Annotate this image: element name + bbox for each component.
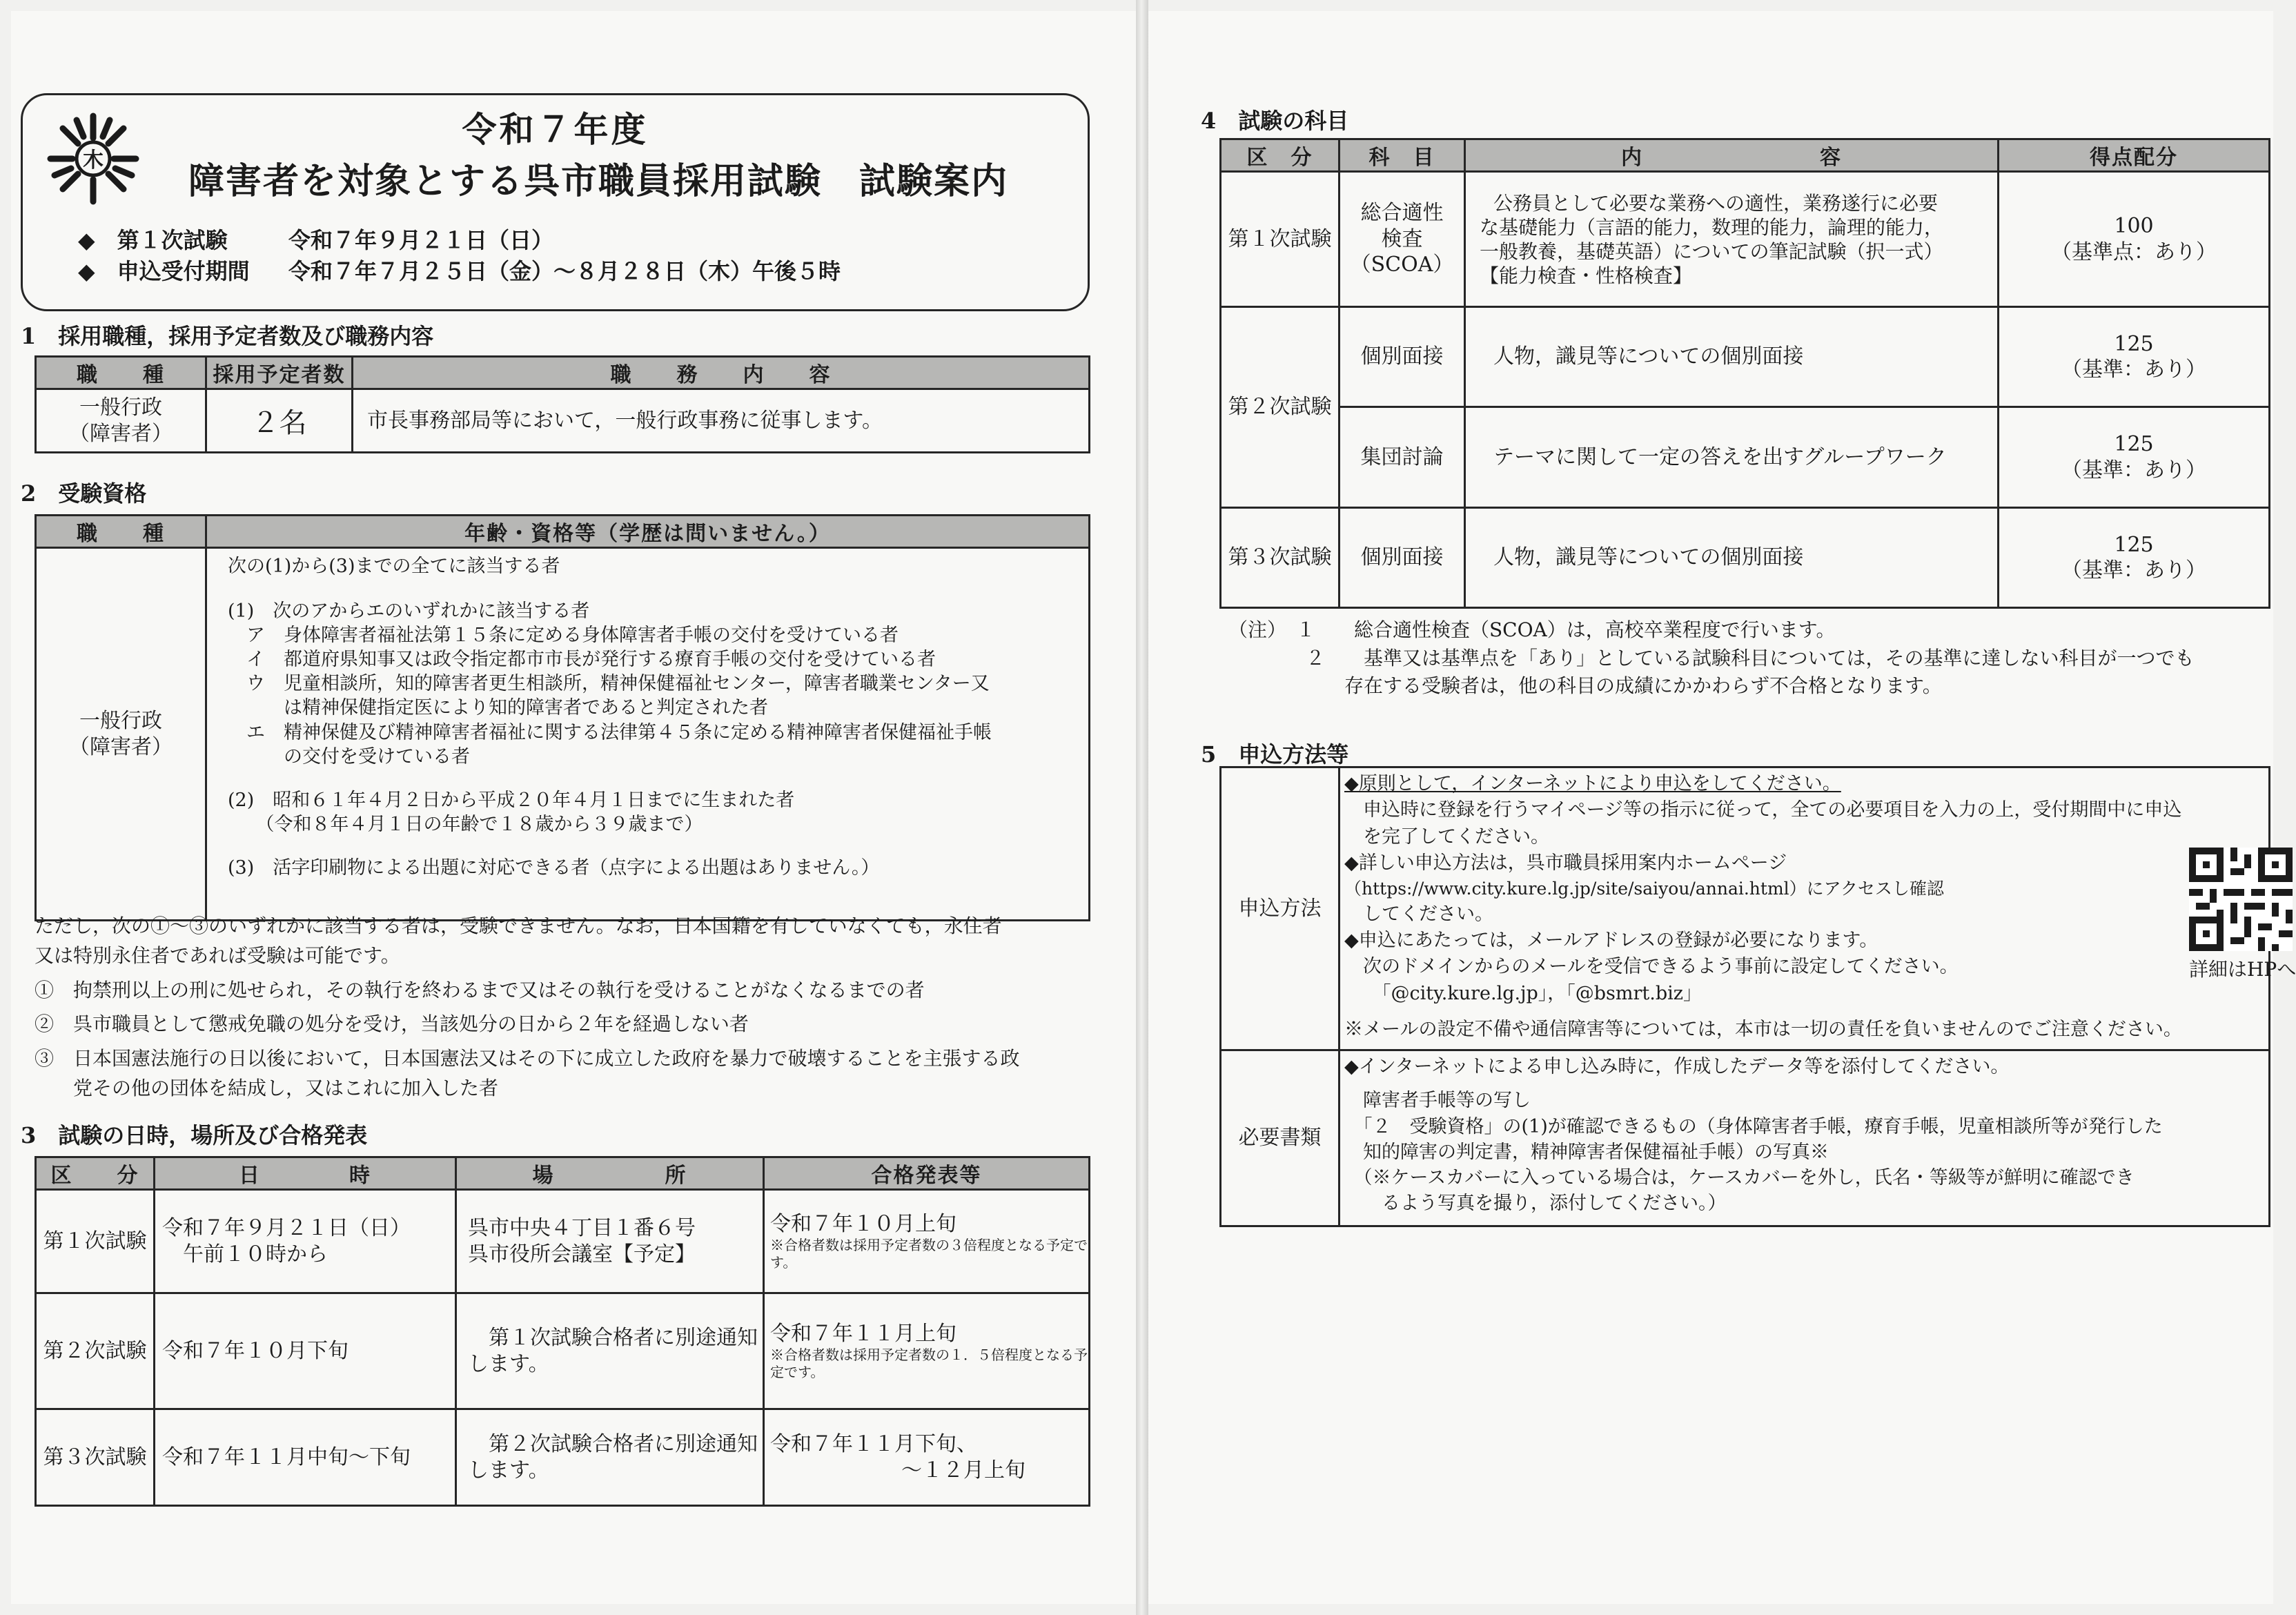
qr-code-icon[interactable] (2189, 848, 2293, 951)
col-subject: 科 目 (1340, 139, 1465, 172)
subject-content: 人物，識見等についての個別面接 (1465, 508, 1999, 608)
req-line: (2) 昭和６１年４月２日から平成２０年４月１日までに生まれた者 (228, 789, 795, 811)
year-title: 令和７年度 (462, 109, 649, 150)
exam-datetime (155, 1409, 456, 1506)
subjects-notes (1228, 616, 2270, 701)
docs-line: 知的障害の判定書，精神障害者保健福祉手帳）の写真※ (1344, 1141, 1829, 1163)
score-value: 125 (2114, 432, 2154, 456)
docs-line: 障害者手帳等の写し (1344, 1090, 1531, 1112)
domain-line: 「@city.kure.lg.jp」，「@bsmrt.biz」 (1344, 982, 1702, 1004)
place-line2: します。 (468, 1351, 549, 1376)
place-line: 呉市中央４丁目１番６号 (468, 1216, 696, 1240)
requirements-cell (206, 548, 1090, 921)
score-value: 125 (2114, 532, 2154, 557)
subject-row (1221, 307, 2270, 407)
req-line: （令和８年４月１日の年齢で１８歳から３９歳まで） (228, 813, 703, 835)
method-line: ◆申込にあたっては，メールアドレスの登録が必要になります。 (1344, 930, 1878, 952)
date-line: 令和７年９月２１日（日） (162, 1216, 411, 1240)
score-value: 100 (2114, 214, 2154, 238)
subject-row (1221, 508, 2270, 608)
col-count: 採用予定者数 (206, 357, 353, 389)
subject-content: 人物，識見等についての個別面接 (1465, 307, 1999, 407)
date-line: 令和７年１１月中旬～下旬 (162, 1445, 411, 1469)
subject-row (1221, 407, 2270, 508)
date-line: 令和７年１０月下旬 (162, 1338, 349, 1363)
subject-stage: 第３次試験 (1221, 508, 1340, 608)
col-place: 場 所 (456, 1157, 764, 1190)
application-period-value: 令和７年７月２５日（金）～８月２８日（木）午後５時 (288, 258, 841, 284)
subject-line: （SCOA） (1350, 253, 1454, 277)
place-line: 第２次試験合格者に別途通知 (468, 1432, 758, 1456)
subject-name: 個別面接 (1340, 307, 1465, 407)
score-base: （基準：あり） (2061, 358, 2206, 382)
col-stage: 区 分 (1221, 139, 1340, 172)
subject-line: 総合適性 (1360, 201, 1444, 226)
page-fold (1136, 0, 1148, 1615)
col-requirements: 年齢・資格等（学歴は問いません。） (206, 516, 1090, 548)
job-sub: （障害者） (69, 421, 173, 446)
svg-text:木: 木 (83, 148, 104, 173)
method-line: ◆詳しい申込方法は，呉市職員採用案内ホームページ (1344, 852, 1787, 874)
schedule-row (36, 1190, 1090, 1293)
col-datetime: 日 時 (155, 1157, 456, 1190)
first-exam-date: 令和７年９月２１日（日） (288, 227, 554, 253)
method-label: 申込方法 (1221, 767, 1340, 1050)
job-name: 一般行政 (79, 395, 162, 420)
note-line: ③ 日本国憲法施行の日以後において，日本国憲法又はその下に成立した政府を暴力で破壊することを主張する政 (35, 1046, 1020, 1070)
col-content: 内 容 (1465, 139, 1999, 172)
section1-heading: 1 採用職種，採用予定者数及び職務内容 (21, 323, 434, 349)
place-line2: 呉市役所会議室【予定】 (468, 1242, 696, 1266)
score-base: （基準：あり） (2061, 558, 2206, 583)
col-result: 合格発表等 (764, 1157, 1090, 1190)
result-date: 令和７年１１月下旬、 (770, 1432, 977, 1456)
job-cell (36, 389, 206, 453)
score-value: 125 (2114, 331, 2154, 356)
application-url[interactable]: （https://www.city.kure.lg.jp/site/saiyou/annai.html）にアクセスし確認 (1344, 879, 1944, 899)
exam-stage: 第３次試験 (36, 1409, 155, 1506)
application-table (1219, 766, 2296, 1227)
subject-name: 集団討論 (1340, 407, 1465, 508)
note-line: ② 呉市職員として懲戒免職の処分を受け，当該処分の日から２年を経過しない者 (35, 1012, 749, 1036)
method-line: 申込時に登録を行うマイページ等の指示に従って，全ての必要項目を入力の上，受付期間中に申込 (1344, 799, 2182, 821)
disqualification-notes (35, 911, 1111, 1103)
subject-name (1340, 172, 1465, 307)
exam-result (764, 1190, 1090, 1293)
exam-place (456, 1293, 764, 1409)
method-line: 次のドメインからのメールを受信できるよう事前に設定してください。 (1344, 956, 1959, 978)
subjects-note-line: （注） １ 総合適性検査（SCOA）は，高校卒業程度で行います。 (1228, 618, 1836, 641)
col-score: 得点配分 (1999, 139, 2270, 172)
subject-line: 検査 (1381, 226, 1423, 251)
method-line: ※メールの設定不備や通信障害等については，本市は一切の責任を負いませんのでご注意ください。 (1344, 1019, 2182, 1041)
exam-datetime (155, 1293, 456, 1409)
duty-text: 市長事務部局等において，一般行政事務に従事します。 (353, 389, 1090, 453)
score-base: （基準点：あり） (2051, 239, 2217, 264)
result-note: ※合格者数は採用予定者数の１．５倍程度となる予定です。 (770, 1347, 1088, 1381)
subject-score (1999, 407, 2270, 508)
docs-cell (1340, 1050, 2270, 1226)
subject-stage: 第１次試験 (1221, 172, 1340, 307)
subject-score (1999, 172, 2270, 307)
subject-row (1221, 172, 2270, 307)
docs-line: （※ケースカバーに入っている場合は，ケースカバーを外し，氏名・等級等が鮮明に確認でき (1344, 1167, 2135, 1188)
req-line: エ 精神保健及び精神障害者福祉に関する法律第４５条に定める精神障害者保健福祉手帳 (228, 721, 992, 743)
col-category: 区 分 (36, 1157, 155, 1190)
exam-result (764, 1293, 1090, 1409)
job-sub2: （障害者） (69, 734, 173, 759)
application-period-label: ◆ 申込受付期間 (78, 258, 250, 284)
subject-name: 個別面接 (1340, 508, 1465, 608)
docs-line: ◆インターネットによる申し込み時に，作成したデータ等を添付してください。 (1344, 1056, 2010, 1077)
positions-table (35, 355, 1090, 453)
req-line: の交付を受けている者 (228, 745, 470, 767)
req-line: 次の(1)から(3)までの全てに該当する者 (228, 556, 560, 577)
col-duty: 職 務 内 容 (353, 357, 1090, 389)
content-line: 公務員として必要な業務への適性，業務遂行に必要 (1493, 191, 1939, 215)
job-cell2 (36, 548, 206, 921)
schedule-table (35, 1156, 1090, 1507)
method-line: ◆原則として，インターネットにより申込をしてください。 (1344, 773, 1841, 794)
docs-line: 「２ 受験資格」の(1)が確認できるもの（身体障害者手帳，療育手帳，児童相談所等が発行した (1344, 1115, 2163, 1137)
exam-stage: 第２次試験 (36, 1293, 155, 1409)
place-line2: します。 (468, 1458, 549, 1482)
section2-heading: 2 受験資格 (21, 480, 147, 507)
schedule-row (36, 1409, 1090, 1506)
req-line: (1) 次のアからエのいずれかに該当する者 (228, 600, 590, 623)
first-exam-label: ◆ 第１次試験 (78, 227, 228, 253)
req-line: ア 身体障害者福祉法第１５条に定める身体障害者手帳の交付を受けている者 (228, 625, 899, 647)
docs-spacer (1344, 1079, 2268, 1088)
section3-heading: 3 試験の日時，場所及び合格発表 (21, 1122, 368, 1148)
subject-score (1999, 307, 2270, 407)
subjects-note-line: ２ 基準又は基準点を「あり」としている試験科目については，その基準に達しない科目が一つでも (1228, 646, 2195, 669)
exam-stage: 第１次試験 (36, 1190, 155, 1293)
method-cell (1340, 767, 2296, 1050)
docs-label: 必要書類 (1221, 1050, 1340, 1226)
subject-content: テーマに関して一定の答えを出すグループワーク (1465, 407, 1999, 508)
req-line: イ 都道府県知事又は政令指定都市市長が発行する療育手帳の交付を受けている者 (228, 649, 936, 671)
note-line: ただし，次の①～③のいずれかに該当する者は，受験できません。なお，日本国籍を有していなくても，永住者 (35, 914, 1002, 937)
place-line: 第１次試験合格者に別途通知 (468, 1326, 758, 1350)
exam-place (456, 1409, 764, 1506)
score-base: （基準：あり） (2061, 458, 2206, 482)
hire-count: ２名 (206, 389, 353, 453)
method-line: してください。 (1344, 903, 1493, 925)
schedule-row (36, 1293, 1090, 1409)
note-line: 党その他の団体を結成し，又はこれに加入した者 (35, 1076, 499, 1099)
date-line2: 午前１０時から (162, 1242, 328, 1266)
exam-result (764, 1409, 1090, 1506)
exam-place (456, 1190, 764, 1293)
col-job2: 職 種 (36, 516, 206, 548)
req-line: は精神保健指定医により知的障害者であると判定された者 (228, 697, 768, 719)
job-name2: 一般行政 (79, 709, 162, 733)
req-line: (3) 活字印刷物による出題に対応できる者（点字による出題はありません。） (228, 857, 880, 879)
content-line: 一般教養，基礎英語）についての筆記試験（択一式） (1480, 239, 1943, 263)
note-line: 又は特別永住者であれば受験は可能です。 (35, 944, 400, 968)
section5-heading: 5 申込方法等 (1201, 741, 1349, 767)
section4-heading: 4 試験の科目 (1201, 108, 1349, 134)
page-title: 障害者を対象とする呉市職員採用試験 試験案内 (188, 160, 1009, 202)
exam-datetime (155, 1190, 456, 1293)
result-note: ※合格者数は採用予定者数の３倍程度となる予定です。 (770, 1237, 1088, 1271)
title-box (21, 93, 1090, 311)
subjects-note-line: 存在する受験者は，他の科目の成績にかかわらず不合格となります。 (1228, 674, 1942, 698)
subject-score (1999, 508, 2270, 608)
req-line: ウ 児童相談所，知的障害者更生相談所，精神保健福祉センター，障害者職業センター又 (228, 673, 990, 695)
method-line: を完了してください。 (1344, 825, 1549, 848)
note-line: ① 拘禁刑以上の刑に処せられ，その執行を終わるまで又はその執行を受けることがなくなるまでの者 (35, 978, 925, 1001)
subjects-table (1219, 138, 2270, 609)
qr-caption: 詳細はHPへ (2189, 958, 2296, 981)
subject-stage: 第２次試験 (1221, 307, 1340, 508)
result-date2: ～１２月上旬 (901, 1458, 1026, 1482)
col-job: 職 種 (36, 357, 206, 389)
content-line: 【能力検査・性格検査】 (1480, 264, 1693, 287)
docs-line: るよう写真を撮り，添付してください。） (1344, 1193, 1727, 1215)
eligibility-table (35, 514, 1090, 921)
subject-content (1465, 172, 1999, 307)
result-date: 令和７年１０月上旬 (770, 1211, 956, 1236)
result-date: 令和７年１１月上旬 (770, 1321, 956, 1346)
content-line: な基礎能力（言語的能力，数理的能力，論理的能力， (1480, 215, 1944, 239)
